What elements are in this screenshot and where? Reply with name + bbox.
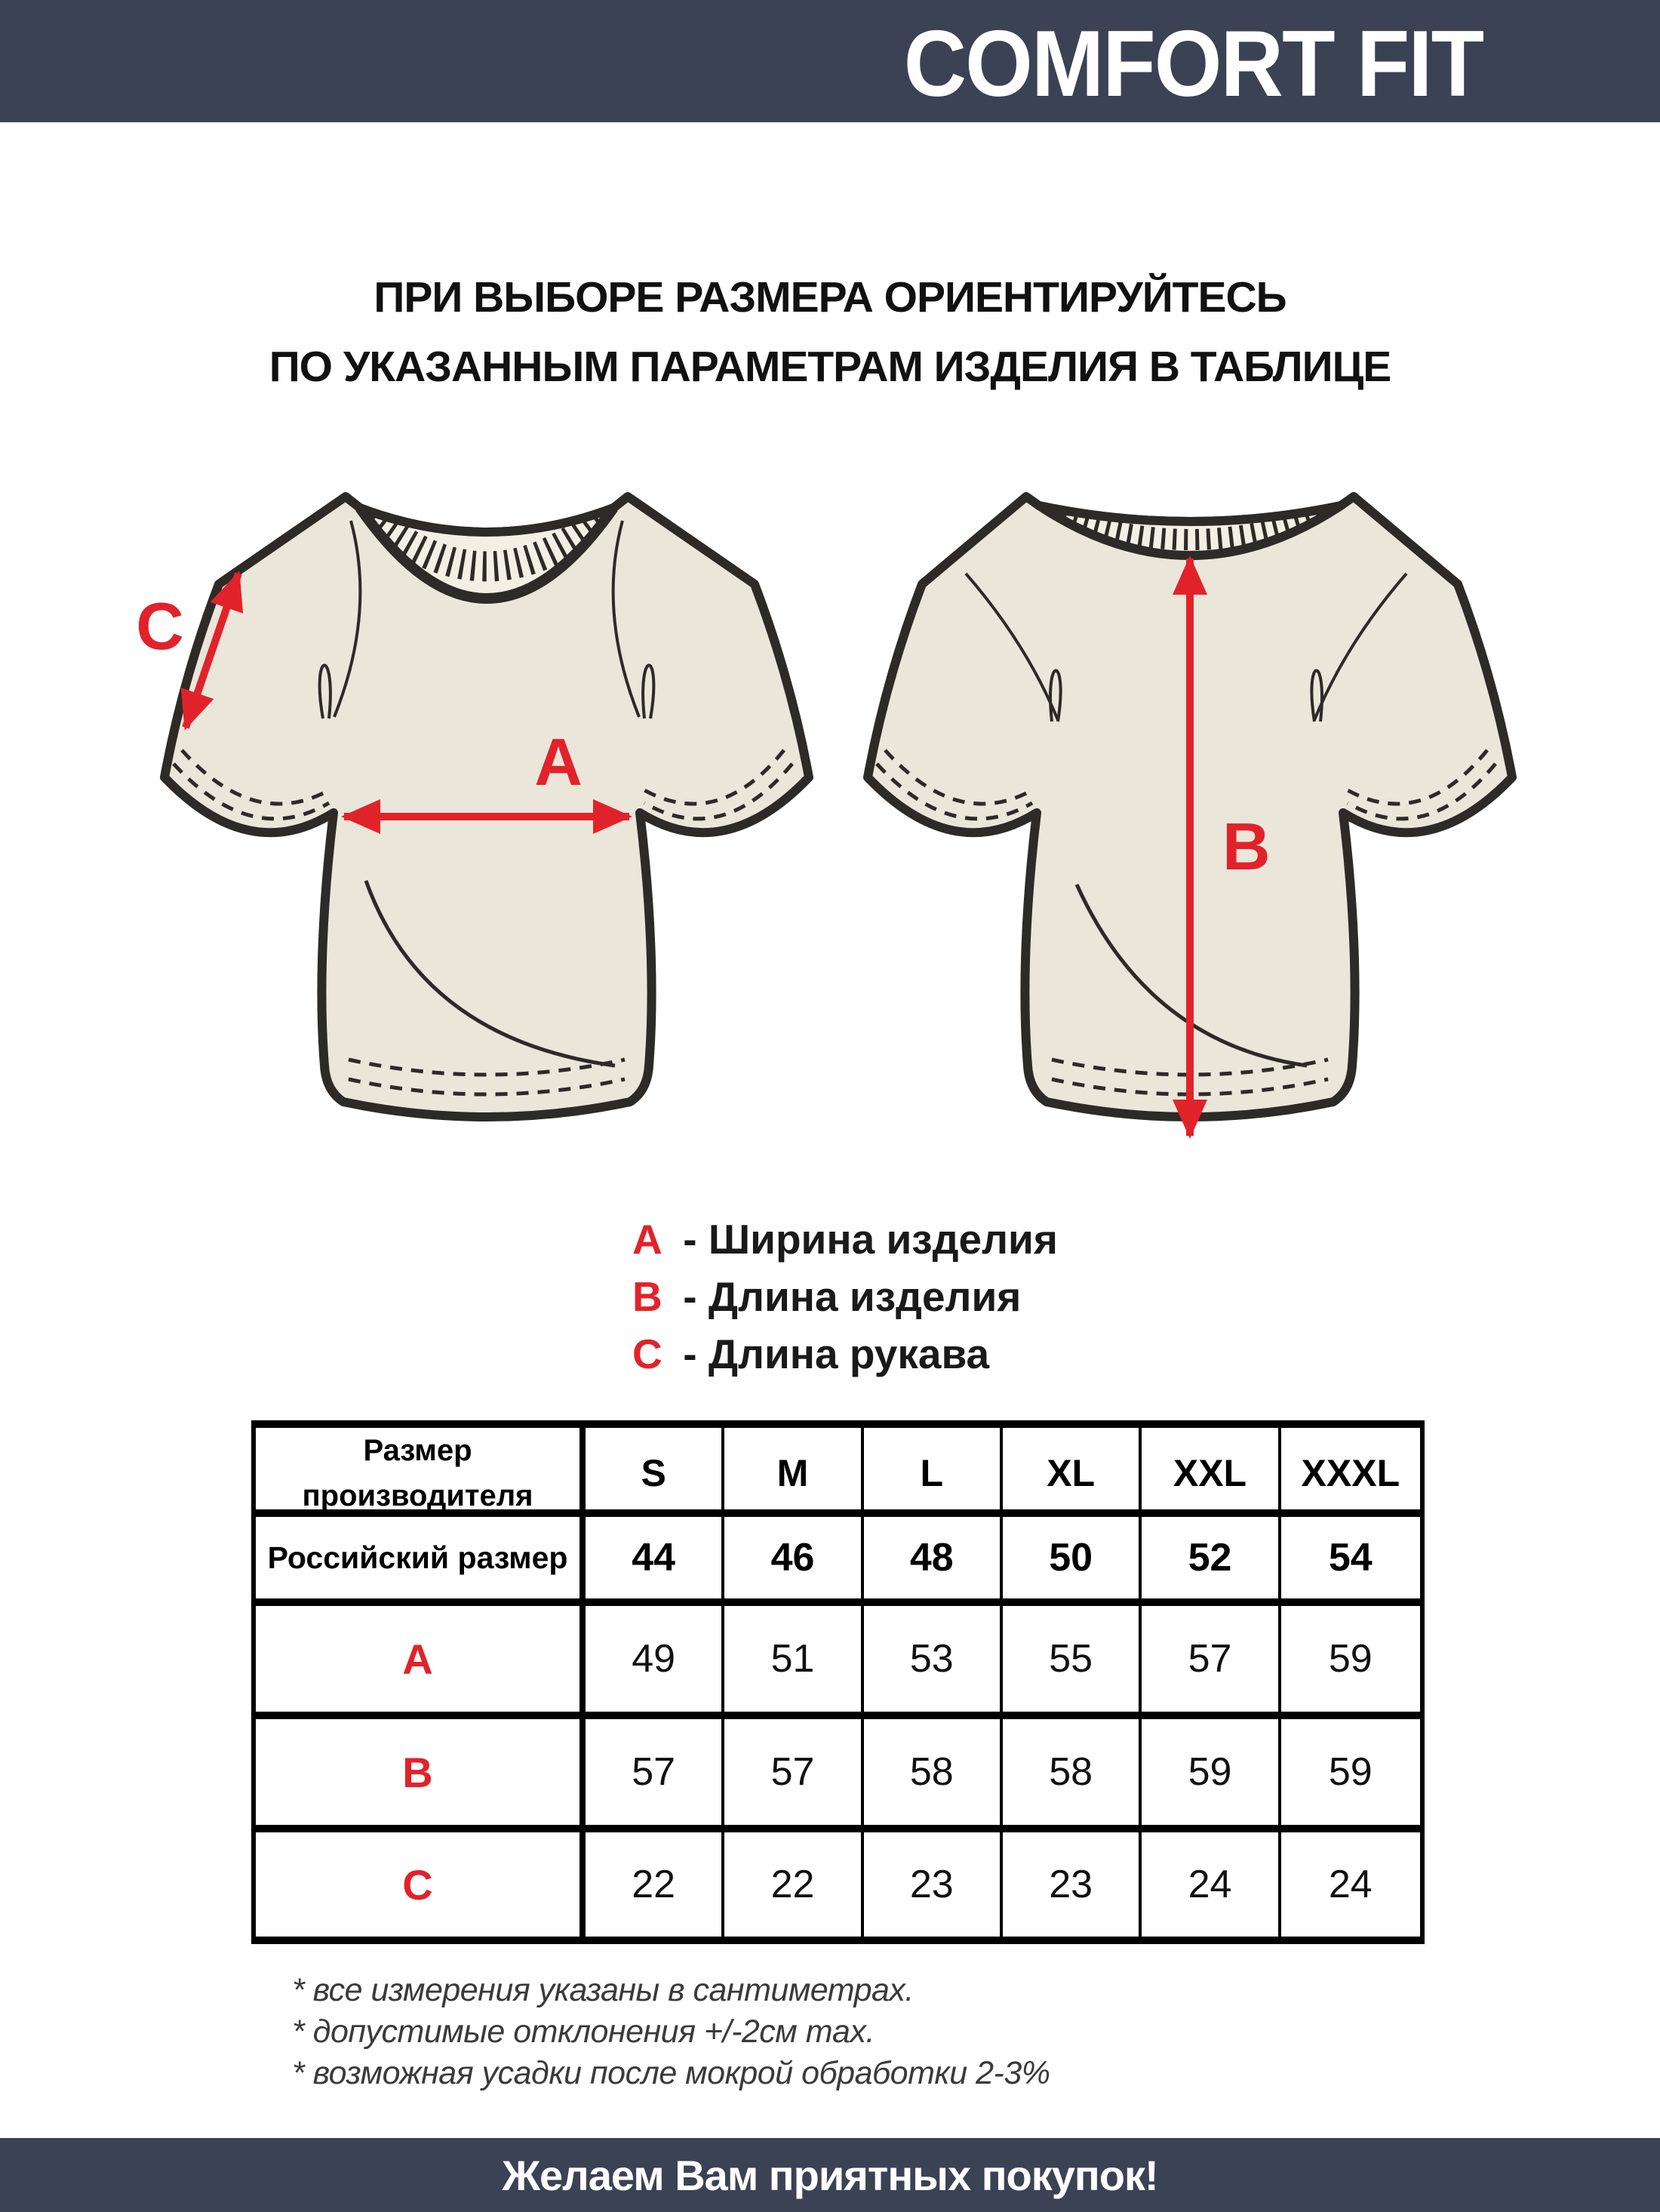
table-cell: 44 <box>586 1517 724 1598</box>
table-header-row <box>256 1428 1420 1517</box>
table-cell: 53 <box>864 1606 1003 1712</box>
table-cell: 50 <box>1003 1517 1142 1598</box>
footer-message: Желаем Вам приятных покупок! <box>502 2151 1158 2199</box>
length-measure-label: B <box>1222 809 1271 884</box>
legend-text-b: - Длина изделия <box>683 1273 1022 1320</box>
intro-heading <box>0 263 1660 401</box>
footnotes <box>292 1970 1050 2094</box>
size-col-header-m: M <box>724 1428 863 1518</box>
table-cell: 59 <box>1328 1637 1373 1681</box>
table-cell: 24 <box>1142 1832 1280 1937</box>
table-cell: 52 <box>1142 1517 1280 1598</box>
size-col-header-s: S <box>586 1428 724 1518</box>
table-cell: 46 <box>724 1517 863 1598</box>
table-row-b <box>256 1719 1420 1832</box>
legend-item-b <box>632 1268 1058 1325</box>
legend-item-c <box>632 1325 1058 1383</box>
legend-text-a: - Ширина изделия <box>683 1216 1058 1263</box>
table-corner-header: Размер производителя <box>256 1428 586 1518</box>
table-cell: 24 <box>1328 1863 1373 1906</box>
size-col-header-xxxl: XXXL <box>1301 1452 1400 1494</box>
table-cell: 49 <box>586 1606 724 1712</box>
width-measure-label: A <box>534 725 583 799</box>
legend-key-c: C <box>632 1331 662 1377</box>
sleeve-measure-label: C <box>136 589 184 663</box>
legend-key-b: B <box>632 1273 662 1320</box>
top-bar <box>0 0 1660 122</box>
table-row-a <box>256 1606 1420 1719</box>
table-cell: 58 <box>864 1719 1003 1825</box>
table-row-russian-size <box>256 1517 1420 1606</box>
row-label: C <box>256 1832 586 1937</box>
legend-key-a: A <box>632 1216 662 1263</box>
table-cell: 57 <box>1142 1606 1280 1712</box>
table-cell: 48 <box>864 1517 1003 1598</box>
size-col-header-xl: XL <box>1003 1428 1142 1518</box>
table-cell: 59 <box>1142 1719 1280 1825</box>
table-cell: 57 <box>586 1719 724 1825</box>
table-cell: 22 <box>724 1832 863 1937</box>
table-cell: 59 <box>1328 1750 1373 1794</box>
page-title: COMFORT FIT <box>903 12 1483 116</box>
footnote-2: * допустимые отклонения +/-2см max. <box>292 2014 875 2050</box>
table-cell: 23 <box>864 1832 1003 1937</box>
table-cell: 58 <box>1003 1719 1142 1825</box>
legend-item-a <box>632 1211 1058 1268</box>
table-cell: 22 <box>586 1832 724 1937</box>
table-row-c <box>256 1832 1420 1937</box>
footnote-1: * все измерения указаны в сантиметрах. <box>292 1972 914 2008</box>
size-col-header-l: L <box>864 1428 1003 1518</box>
row-label: Российский размер <box>256 1517 586 1598</box>
table-cell: 23 <box>1003 1832 1142 1937</box>
footer-bar <box>0 2138 1660 2212</box>
table-cell: 54 <box>1328 1536 1373 1580</box>
size-col-header-xxl: XXL <box>1142 1428 1280 1518</box>
table-cell: 51 <box>724 1606 863 1712</box>
measurement-legend <box>632 1211 1058 1383</box>
row-label: B <box>256 1719 586 1825</box>
size-table <box>251 1420 1425 1944</box>
back-shirt-diagram <box>809 462 1563 1179</box>
row-label: A <box>256 1606 586 1712</box>
legend-text-c: - Длина рукава <box>683 1331 990 1377</box>
intro-line-1: ПРИ ВЫБОРЕ РАЗМЕРА ОРИЕНТИРУЙТЕСЬ <box>374 273 1286 321</box>
table-cell: 57 <box>724 1719 863 1825</box>
intro-line-2: ПО УКАЗАННЫМ ПАРАМЕТРАМ ИЗДЕЛИЯ В ТАБЛИЦЕ <box>269 343 1391 391</box>
footnote-3: * возможная усадки после мокрой обработки 2-3% <box>292 2055 1050 2091</box>
table-cell: 55 <box>1003 1606 1142 1712</box>
front-shirt-diagram <box>106 462 860 1179</box>
